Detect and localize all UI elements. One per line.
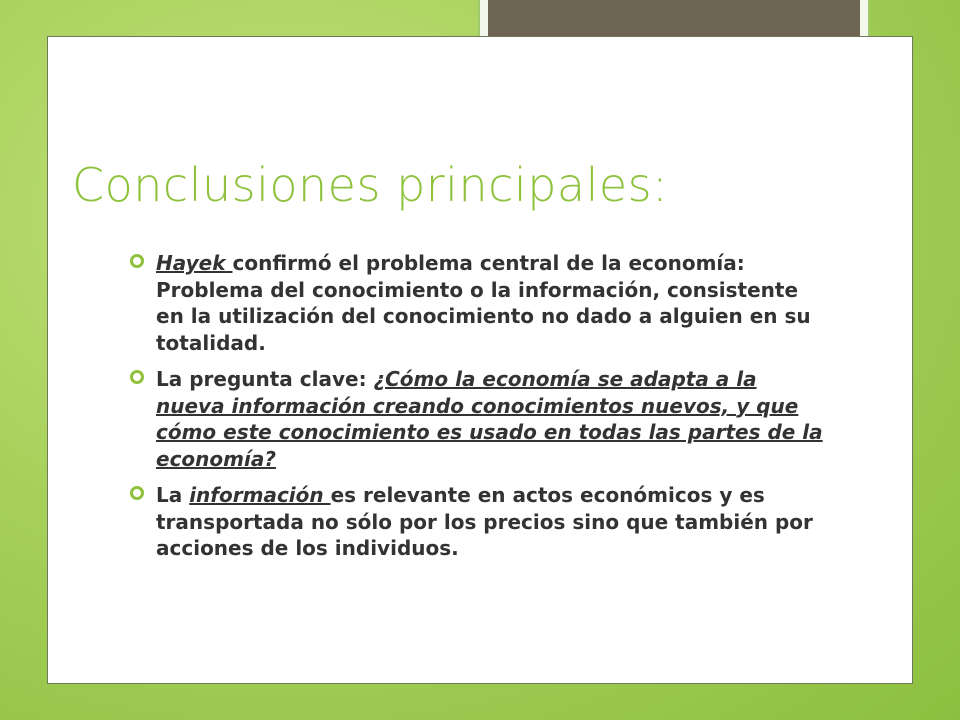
bullet-key-question-text: ¿Cómo la economía se adapta a la nueva información creando conocimientos nuevos, y que cómo este conocimiento es usado en todas las partes de la economía? xyxy=(156,367,823,471)
bullet-item-information xyxy=(130,482,830,562)
ring-bullet-icon xyxy=(130,254,144,268)
ring-bullet-icon xyxy=(130,370,144,384)
bullet-item-key-question xyxy=(130,366,830,472)
slide-title: Conclusiones principales: xyxy=(72,158,669,212)
bullet-information-lead: La xyxy=(156,483,190,507)
bullet-key-question-lead: La pregunta clave: xyxy=(156,367,374,391)
bullet-item-hayek xyxy=(130,250,830,356)
bullet-hayek-text: confirmó el problema central de la economía: Problema del conocimiento o la información, consistente en la utilización del conocimiento no dado a alguien en su totalidad. xyxy=(156,251,811,355)
bullet-information-text: es relevante en actos económicos y es transportada no sólo por los precios sino que también por acciones de los individuos. xyxy=(156,483,813,560)
bullet-information-term: información xyxy=(189,483,331,507)
bullet-list xyxy=(130,250,830,572)
ring-bullet-icon xyxy=(130,486,144,500)
bullet-hayek-name: Hayek xyxy=(156,251,233,275)
